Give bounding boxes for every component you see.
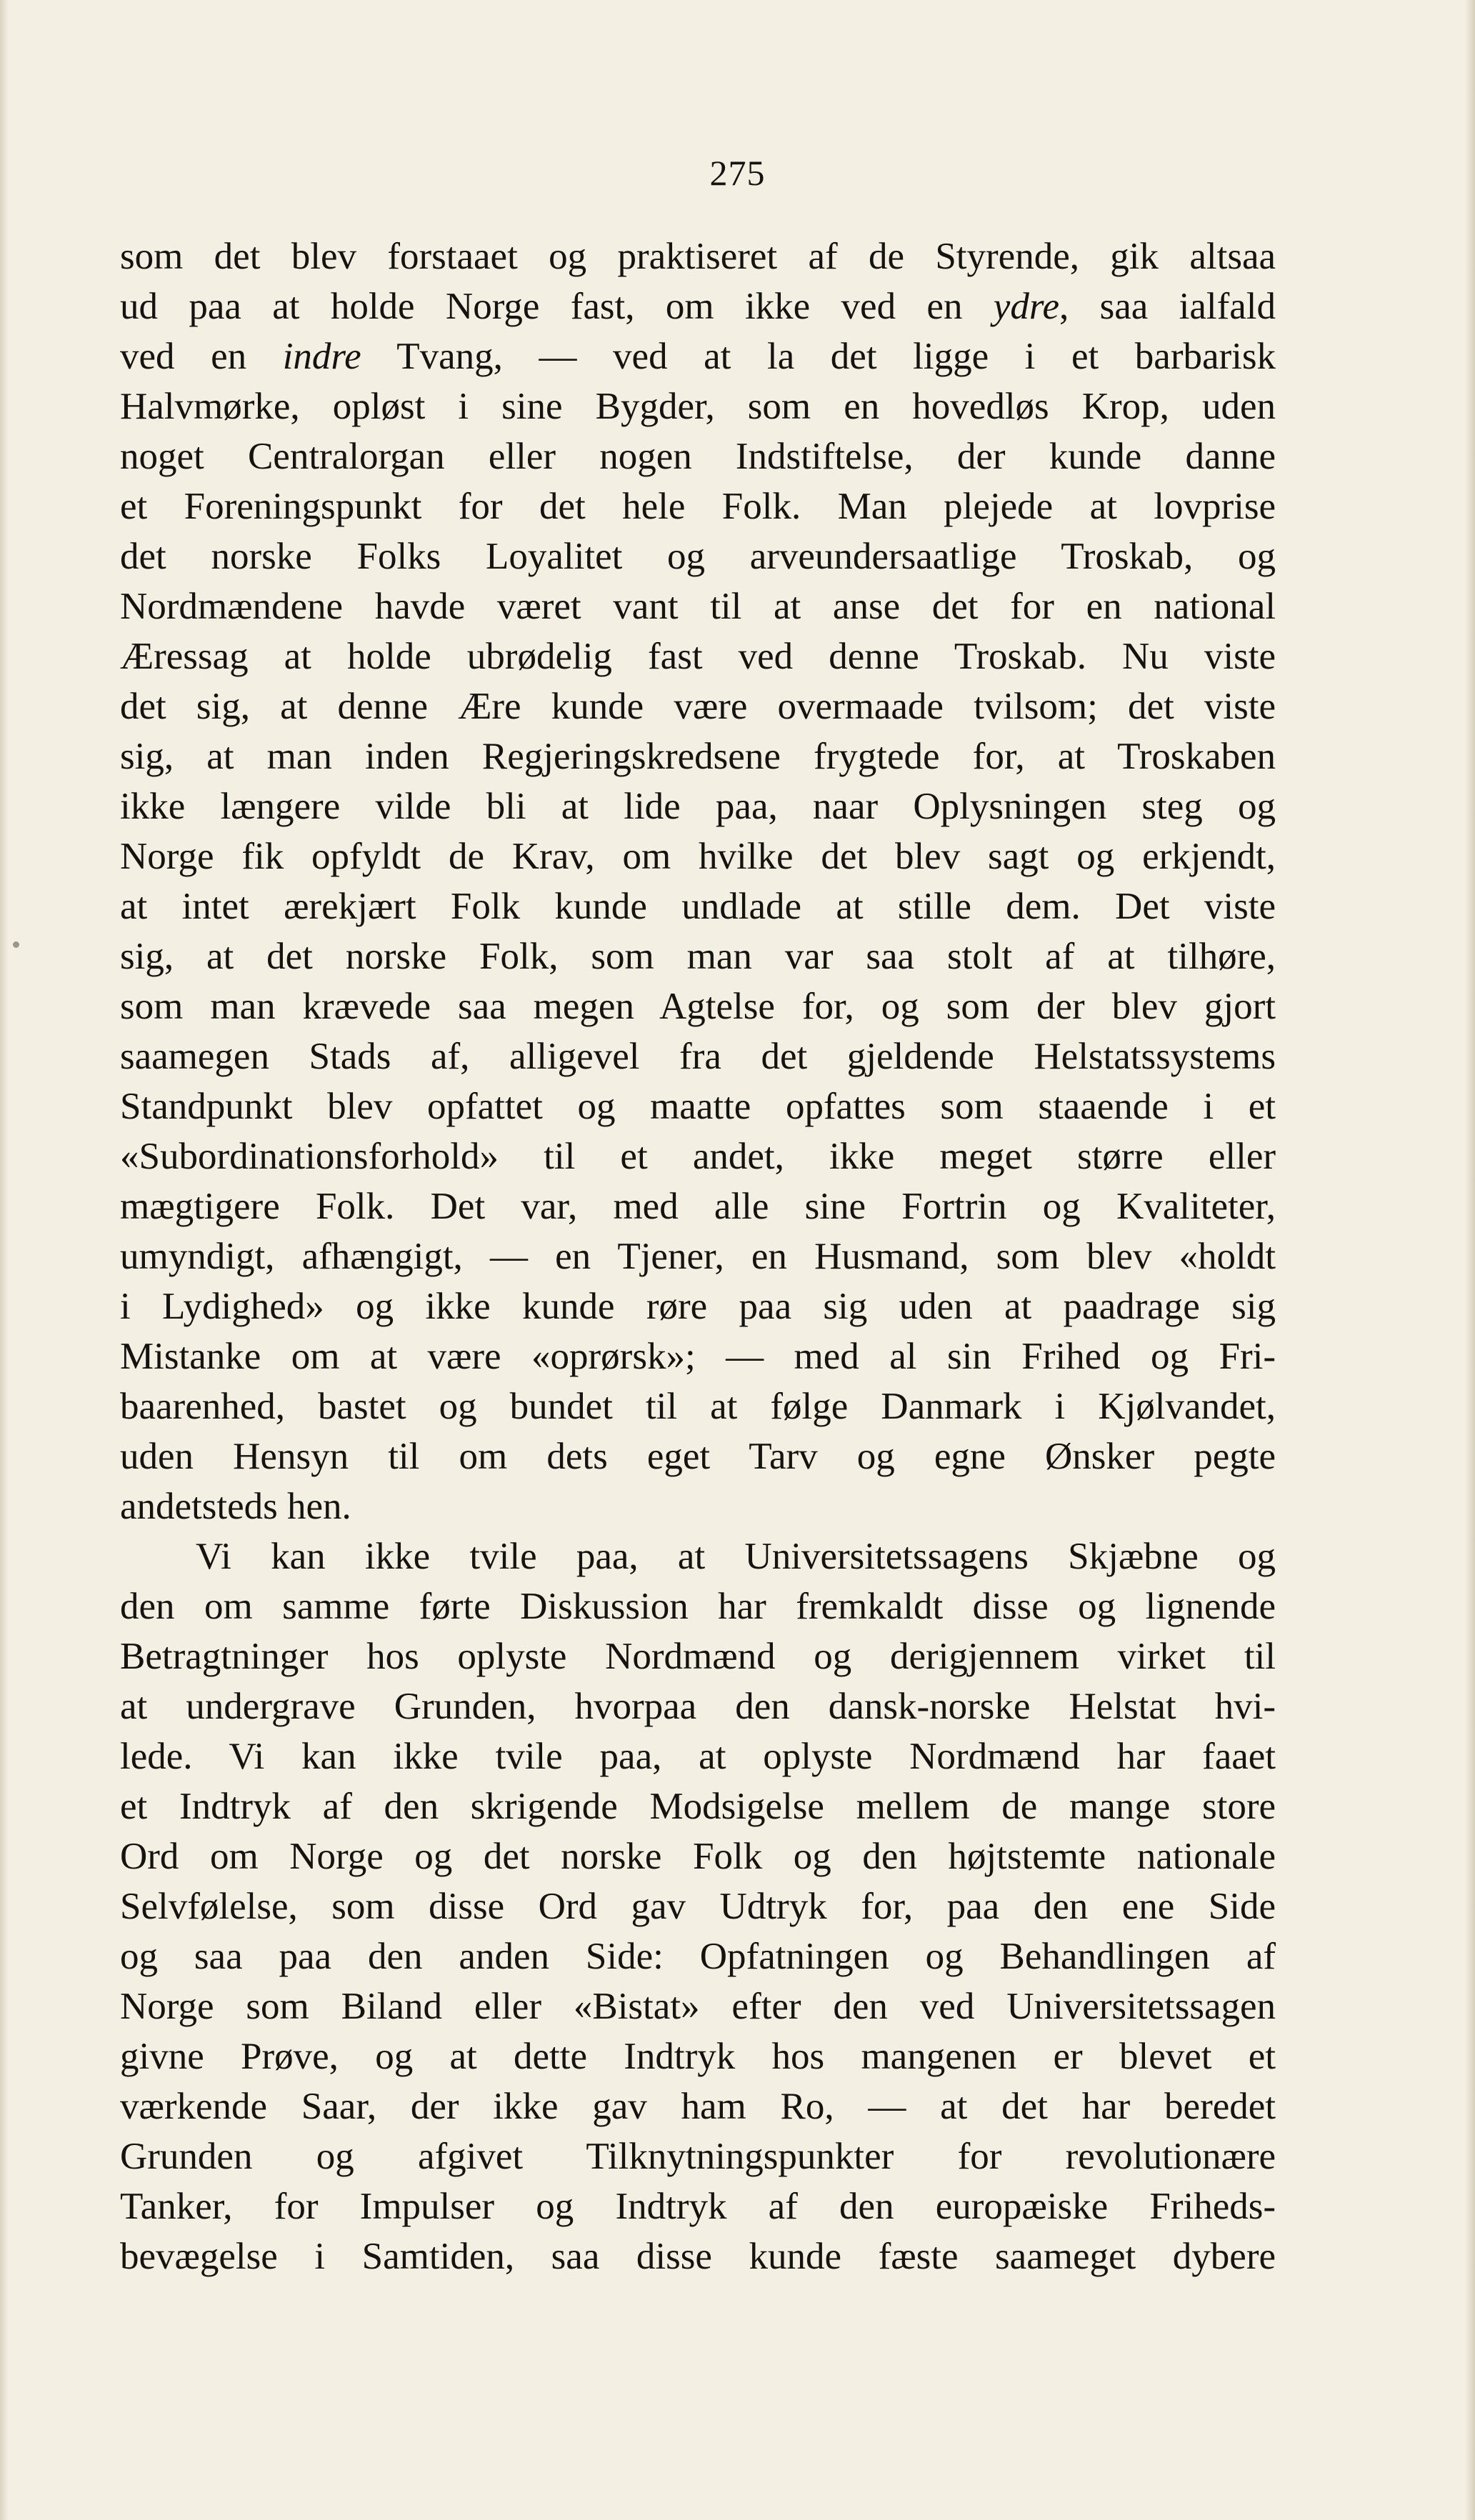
text-line: den om samme førte Diskussion har fremkaldt disse og lignende <box>120 1586 1276 1627</box>
text-line: baarenhed, bastet og bundet til at følge Danmark i Kjølvandet, <box>120 1386 1276 1427</box>
page-edge-left <box>0 0 9 2520</box>
text-line: Tanker, for Impulser og Indtryk af den europæiske Friheds- <box>120 2186 1276 2227</box>
page-edge-right <box>1465 0 1475 2520</box>
text-line: et Foreningspunkt for det hele Folk. Man plejede at lovprise <box>120 486 1276 527</box>
text-line: Æressag at holde ubrødelig fast ved denne Troskab. Nu viste <box>120 636 1276 677</box>
text-line: Standpunkt blev opfattet og maatte opfattes som staaende i et <box>120 1086 1276 1127</box>
text-line: Selvfølelse, som disse Ord gav Udtryk for, paa den ene Side <box>120 1886 1276 1927</box>
text-line: Halvmørke, opløst i sine Bygder, som en hovedløs Krop, uden <box>120 386 1276 427</box>
text-line: et Indtryk af den skrigende Modsigelse mellem de mange store <box>120 1786 1276 1827</box>
text-line: ved en indre Tvang, — ved at la det ligge i et barbarisk <box>120 336 1276 377</box>
paragraph-start-line: Vi kan ikke tvile paa, at Universitetssagens Skjæbne og <box>196 1536 1276 1577</box>
text-line: Norge som Biland eller «Bistat» efter den ved Universitetssagen <box>120 1986 1276 2027</box>
text-line: bevægelse i Samtiden, saa disse kunde fæste saameget dybere <box>120 2236 1276 2277</box>
text-line: «Subordinationsforhold» til et andet, ikke meget større eller <box>120 1136 1276 1177</box>
text-line: som man krævede saa megen Agtelse for, og som der blev gjort <box>120 986 1276 1027</box>
text-line: umyndigt, afhængigt, — en Tjener, en Husmand, som blev «holdt <box>120 1236 1276 1277</box>
body-text <box>120 231 1276 2281</box>
text-line: Grunden og afgivet Tilknytningspunkter for revolutionære <box>120 2136 1276 2177</box>
margin-ink-spot <box>13 941 19 948</box>
text-line: Ord om Norge og det norske Folk og den højtstemte nationale <box>120 1836 1276 1877</box>
text-line: lede. Vi kan ikke tvile paa, at oplyste Nordmænd har faaet <box>120 1736 1276 1777</box>
text-line: ikke længere vilde bli at lide paa, naar Oplysningen steg og <box>120 786 1276 827</box>
text-line: i Lydighed» og ikke kunde røre paa sig uden at paadrage sig <box>120 1286 1276 1327</box>
text-line: Nordmændene havde været vant til at anse det for en national <box>120 586 1276 627</box>
text-line: det norske Folks Loyalitet og arveundersaatlige Troskab, og <box>120 536 1276 577</box>
text-line: værkende Saar, der ikke gav ham Ro, — at det har beredet <box>120 2086 1276 2127</box>
text-line: Mistanke om at være «oprørsk»; — med al sin Frihed og Fri- <box>120 1336 1276 1377</box>
paragraph-end-line: andetsteds hen. <box>120 1486 351 1527</box>
text-line: givne Prøve, og at dette Indtryk hos mangenen er blevet et <box>120 2036 1276 2077</box>
page-number: 275 <box>709 153 766 193</box>
text-line: og saa paa den anden Side: Opfatningen og Behandlingen af <box>120 1936 1276 1977</box>
text-line: saamegen Stads af, alligevel fra det gjeldende Helstatssystems <box>120 1036 1276 1077</box>
text-line: at intet ærekjært Folk kunde undlade at stille dem. Det viste <box>120 886 1276 927</box>
text-line: uden Hensyn til om dets eget Tarv og egne Ønsker pegte <box>120 1436 1276 1477</box>
text-line: sig, at man inden Regjeringskredsene frygtede for, at Troskaben <box>120 736 1276 777</box>
text-line: at undergrave Grunden, hvorpaa den dansk-norske Helstat hvi- <box>120 1686 1276 1727</box>
text-line: noget Centralorgan eller nogen Indstiftelse, der kunde danne <box>120 436 1276 477</box>
text-line: ud paa at holde Norge fast, om ikke ved en ydre, saa ialfald <box>120 286 1276 327</box>
text-line: mægtigere Folk. Det var, med alle sine Fortrin og Kvaliteter, <box>120 1186 1276 1227</box>
text-line: som det blev forstaaet og praktiseret af de Styrende, gik altsaa <box>120 236 1276 277</box>
text-line: Norge fik opfyldt de Krav, om hvilke det blev sagt og erkjendt, <box>120 836 1276 877</box>
text-line: sig, at det norske Folk, som man var saa stolt af at tilhøre, <box>120 936 1276 977</box>
text-line: Betragtninger hos oplyste Nordmænd og derigjennem virket til <box>120 1636 1276 1677</box>
text-line: det sig, at denne Ære kunde være overmaade tvilsom; det viste <box>120 686 1276 727</box>
